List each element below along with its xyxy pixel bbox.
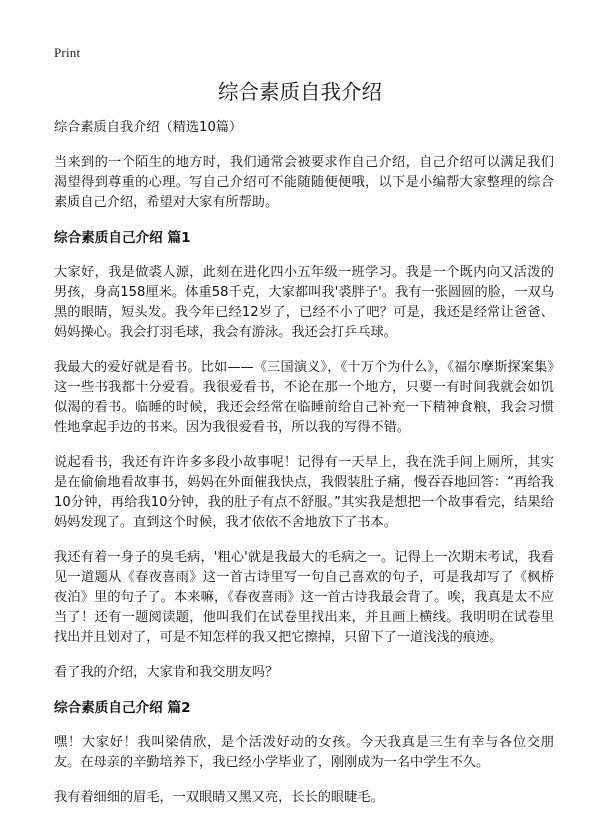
section-1-paragraph-3: 说起看书，我还有许许多多段小故事呢！记得有一天早上，我在洗手间上厕所，其实是在偷偷地看故事书，妈妈在外面催我快点，我假装肚子痛，慢吞吞地回答：“再给我10分钟，再给我10分钟，我的肚子有点不舒服。”其实我是想把一个故事看完，结果给妈妈发现了。直到这个时候，我才依依不舍地放下了书本。 (54, 455, 554, 530)
intro-paragraph: 当来到的一个陌生的地方时，我们通常会被要求作自己介绍，自己介绍可以满足我们渴望得到尊重的心理。写自己介绍可不能随随便便哦，以下是小编帮大家整理的综合素质自己介绍，希望对大家有所帮助。 (54, 155, 554, 210)
print-link[interactable]: Print (54, 45, 81, 60)
section-1-paragraph-4: 我还有着一身子的臭毛病，'粗心'就是我最大的毛病之一。记得上一次期末考试，我看见一道题从《春夜喜雨》这一首古诗里写一句自己喜欢的句子，可是我却写了《枫桥夜泊》里的句子了。本来嘛，《春夜喜雨》这一首古诗我最会背了。唉，我真是太不应当了！还有一题阅读题，他叫我们在试卷里找出来，并且画上横线。我明明在试卷里找出并且划对了，可是不知怎样的我又把它擦掉，只留下了一道浅浅的痕迹。 (54, 550, 554, 645)
section-2-paragraph-1: 嘿！大家好！我叫梁倩欣，是个活泼好动的女孩。今天我真是三生有幸与各位交朋友。在母亲的辛勤培养下，我已经小学毕业了，刚刚成为一名中学生不久。 (54, 735, 554, 770)
document-subtitle: 综合素质自我介绍（精选10篇） (54, 120, 243, 135)
document-title: 综合素质自我介绍 (218, 80, 382, 104)
section-1-paragraph-2: 我最大的爱好就是看书。比如——《三国演义》，《十万个为什么》，《福尔摩斯探案集》这一些书我都十分爱看。我很爱看书，不论在那一个地方，只要一有时间我就会如饥似渴的看书。临睡的时候，我还会经常在临睡前给自己补充一下精神食粮，我会习惯性地拿起手边的书来。因为我很爱看书，所以我的写得不错。 (54, 360, 554, 435)
document-body (54, 118, 554, 823)
section-1-paragraph-5: 看了我的介绍，大家肯和我交朋友吗？ (54, 665, 279, 680)
section-heading-2: 综合素质自己介绍 篇2 (54, 700, 191, 716)
section-heading-1: 综合素质自己介绍 篇1 (54, 230, 191, 246)
section-2-paragraph-2: 我有着细细的眉毛，一双眼睛又黑又亮，长长的眼睫毛。 (54, 790, 384, 805)
section-1-paragraph-1: 大家好，我是做裘人源，此刻在进化四小五年级一班学习。我是一个既内向又活泼的男孩，身高158厘米。体重58千克，大家都叫我'裘胖子'。我有一张圆圆的脸，一双乌黑的眼睛，短头发。我今年已经12岁了，已经不小了吧？可是，我还是经常让爸爸、妈妈操心。我会打羽毛球，我会有游泳。我还会打乒乓球。 (54, 265, 554, 340)
